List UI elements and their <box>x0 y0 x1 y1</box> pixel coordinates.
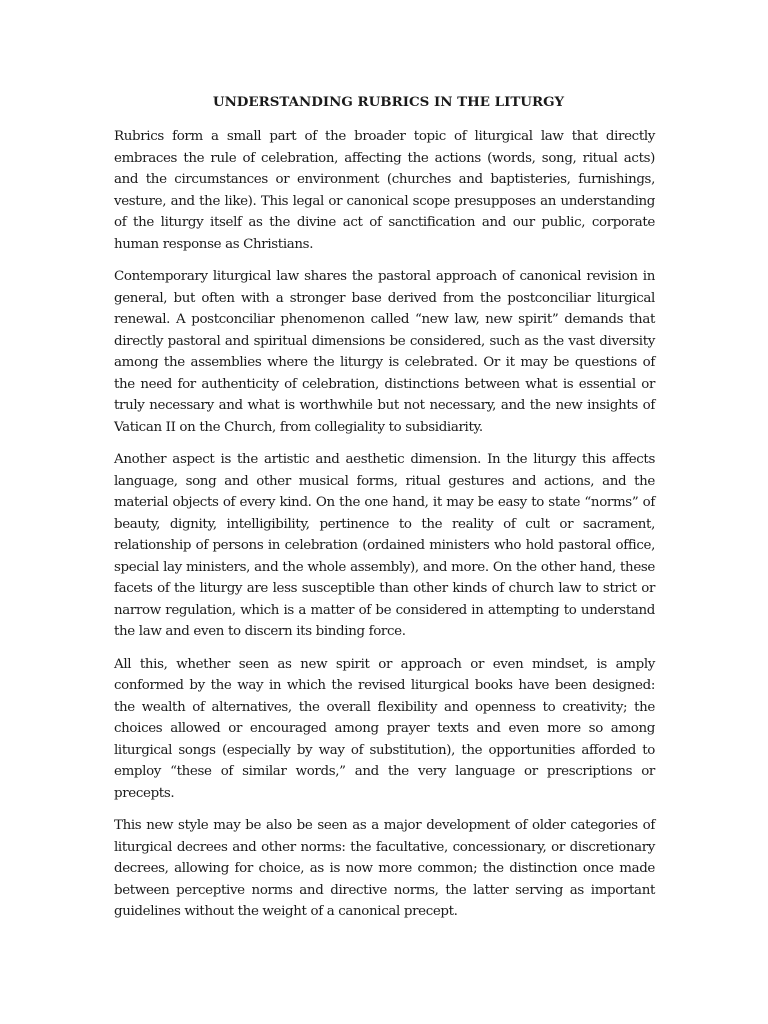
document-page <box>114 92 655 934</box>
document-title: UNDERSTANDING RUBRICS IN THE LITURGY <box>212 94 565 110</box>
paragraph-3: Another aspect is the artistic and aesthetic dimension. In the liturgy this affects language, song and other musical forms, ritual gestures and actions, and the material objects of every kind. On the one hand, it may be easy to state “norms” of beauty, dignity, intelligibility, pertinence to the reality of cult or sacrament, relationship of persons in celebration (ordained ministers who hold pastoral office, special lay ministers, and the whole assembly), and more. On the other hand, these facets of the liturgy are less susceptible than other kinds of church law to strict or narrow regulation, which is a matter of be considered in attempting to understand the law and even to discern its binding force. <box>114 452 655 639</box>
paragraph-4: All this, whether seen as new spirit or approach or even mindset, is amply conformed by the way in which the revised liturgical books have been designed: the wealth of alternatives, the overall flexibility and openness to creativity; the choices allowed or encouraged among prayer texts and even more so among liturgical songs (especially by way of substitution), the opportunities afforded to employ “these of similar words,” and the very language or prescriptions or precepts. <box>114 656 655 801</box>
paragraph-2: Contemporary liturgical law shares the pastoral approach of canonical revision in general, but often with a stronger base derived from the postconciliar liturgical renewal. A postconciliar phenomenon called “new law, new spirit” demands that directly pastoral and spiritual dimensions be considered, such as the vast diversity among the assemblies where the liturgy is celebrated. Or it may be questions of the need for authenticity of celebration, distinctions between what is essential or truly necessary and what is worthwhile but not necessary, and the new insights of Vatican II on the Church, from collegiality to subsidiarity. <box>114 269 655 435</box>
paragraph-1: Rubrics form a small part of the broader topic of liturgical law that directly embraces the rule of celebration, affecting the actions (words, song, ritual acts) and the circumstances or environment (churches and baptisteries, furnishings, vesture, and the like). This legal or canonical scope presupposes an understanding of the liturgy itself as the divine act of sanctification and our public, corporate human response as Christians. <box>114 129 655 252</box>
paragraph-5: This new style may be also be seen as a major development of older categories of liturgical decrees and other norms: the facultative, concessionary, or discretionary decrees, allowing for choice, as is now more common; the distinction once made between perceptive norms and directive norms, the latter serving as important guidelines without the weight of a canonical precept. <box>114 818 655 919</box>
